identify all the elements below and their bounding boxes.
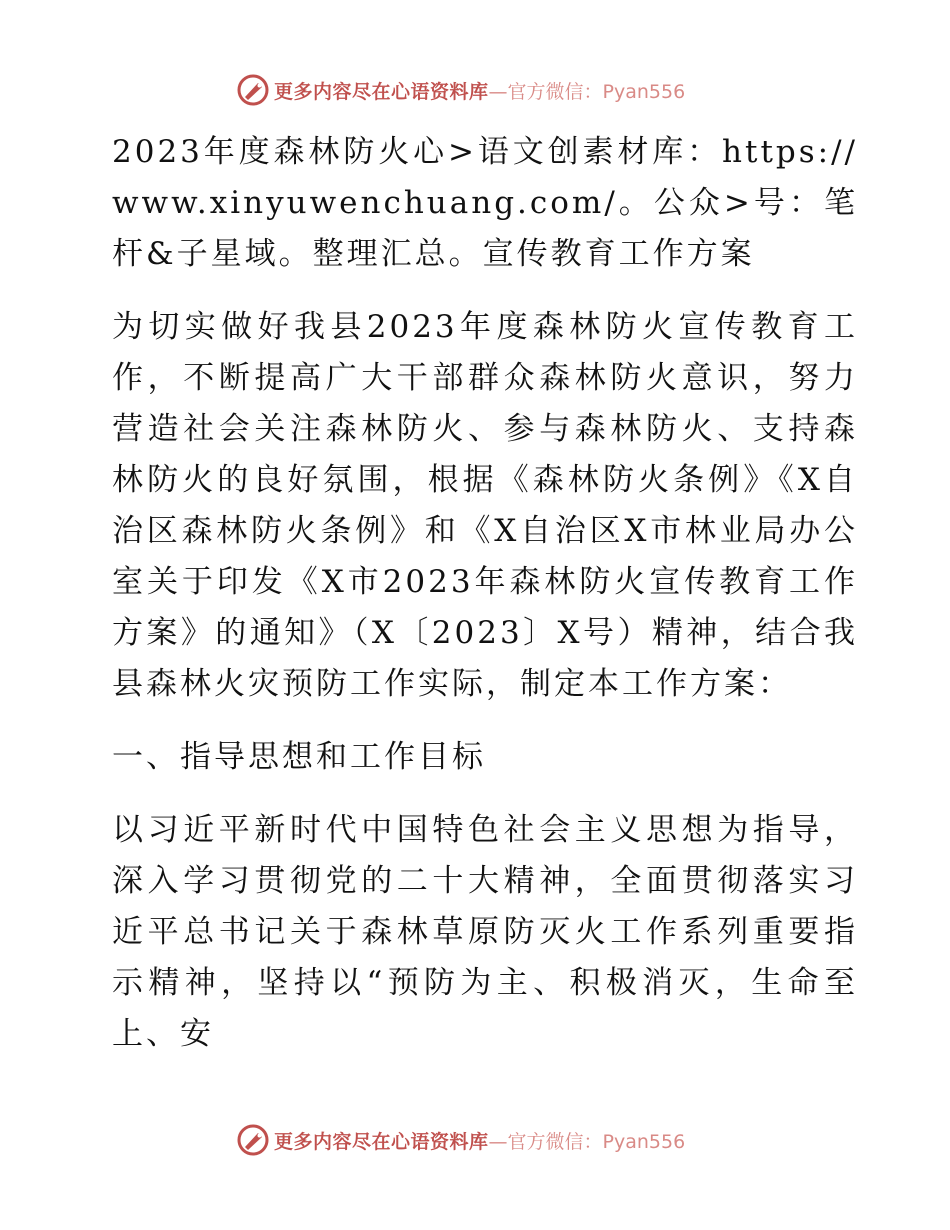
footer-banner <box>236 1122 685 1158</box>
title-paragraph: 2023年度森林防火心>语文创素材库：https://www.xinyuwenchuang.com/。公众>号：笔杆&子星域。整理汇总。宣传教育工作方案 <box>112 134 858 272</box>
header-banner <box>236 72 685 108</box>
pen-nib-circle-icon <box>236 73 270 107</box>
body-paragraph-1: 为切实做好我县2023年度森林防火宣传教育工作，不断提高广大干部群众森林防火意识，努力营造社会关注森林防火、参与森林防火、支持森林防火的良好氛围，根据《森林防火条例》《X自治区森林防火条例》和《X自治区X市林业局办公室关于印发《X市2023年森林防火宣传教育工作方案》的通知》（X〔2023〕X号）精神，结合我县森林火灾预防工作实际，制定本工作方案： <box>112 309 858 702</box>
section-heading-1: 一、指导思想和工作目标 <box>112 739 486 775</box>
body-paragraph-2: 以习近平新时代中国特色社会主义思想为指导，深入学习贯彻党的二十大精神，全面贯彻落实习近平总书记关于森林草原防灭火工作系列重要指示精神，坚持以“预防为主、积极消灭，生命至上、安 <box>112 812 858 1052</box>
banner-sub-text: —官方微信：Pyan556 <box>488 1130 686 1153</box>
banner-main-text: 更多内容尽在心语资料库 <box>274 80 489 103</box>
banner-sub-text: —官方微信：Pyan556 <box>488 80 686 103</box>
document-body <box>98 127 858 1060</box>
banner-main-text: 更多内容尽在心语资料库 <box>274 1130 489 1153</box>
pen-nib-circle-icon <box>236 1123 270 1157</box>
